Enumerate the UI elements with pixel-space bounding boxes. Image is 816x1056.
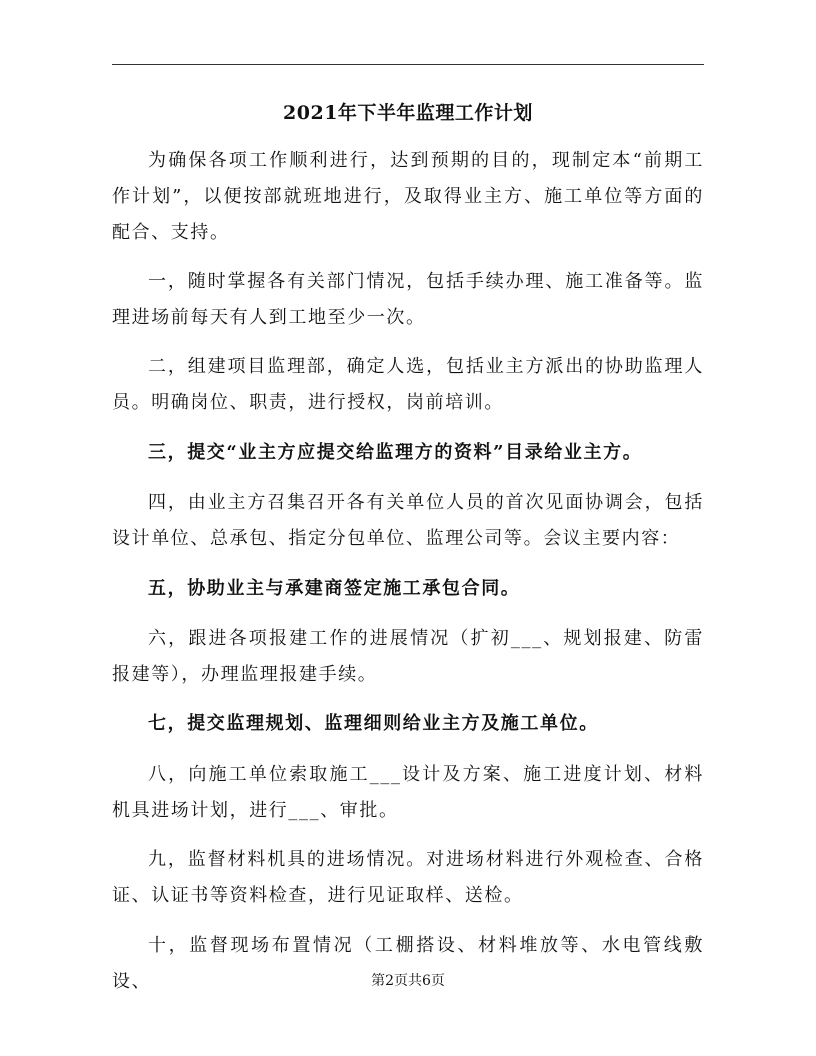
page-number: 第2页共6页 — [371, 973, 445, 989]
header-rule — [112, 64, 704, 65]
paragraph-item-8: 八，向施工单位索取施工___设计及方案、施工进度计划、材料机具进场计划，进行___、审批。 — [112, 764, 704, 821]
paragraph-item-2: 二，组建项目监理部，确定人选，包括业主方派出的协助监理人员。明确岗位、职责，进行授权，岗前培训。 — [112, 356, 704, 413]
paragraph-item-1: 一，随时掌握各有关部门情况，包括手续办理、施工准备等。监理进场前每天有人到工地至少一次。 — [112, 271, 704, 328]
paragraph-item-3: 三，提交“业主方应提交给监理方的资料”目录给业主方。 — [148, 442, 643, 463]
paragraph-item-5: 五，协助业主与承建商签定施工承包合同。 — [148, 578, 521, 599]
paragraph-item-6: 六，跟进各项报建工作的进展情况（扩初___、规划报建、防雷报建等），办理监理报建手续。 — [112, 628, 704, 685]
document-title: 2021年下半年监理工作计划 — [283, 102, 533, 124]
paragraph-intro: 为确保各项工作顺利进行，达到预期的目的，现制定本“前期工作计划”，以便按部就班地进行，及取得业主方、施工单位等方面的配合、支持。 — [112, 150, 704, 243]
paragraph-item-10: 十，监督现场布置情况（工棚搭设、材料堆放等、水电管线敷设、 — [112, 935, 704, 992]
paragraph-item-9: 九，监督材料机具的进场情况。对进场材料进行外观检查、合格证、认证书等资料检查，进行见证取样、送检。 — [112, 849, 704, 906]
paragraph-item-7: 七，提交监理规划、监理细则给业主方及施工单位。 — [148, 713, 599, 734]
paragraph-item-4: 四，由业主方召集召开各有关单位人员的首次见面协调会，包括设计单位、总承包、指定分包单位、监理公司等。会议主要内容： — [112, 492, 704, 549]
